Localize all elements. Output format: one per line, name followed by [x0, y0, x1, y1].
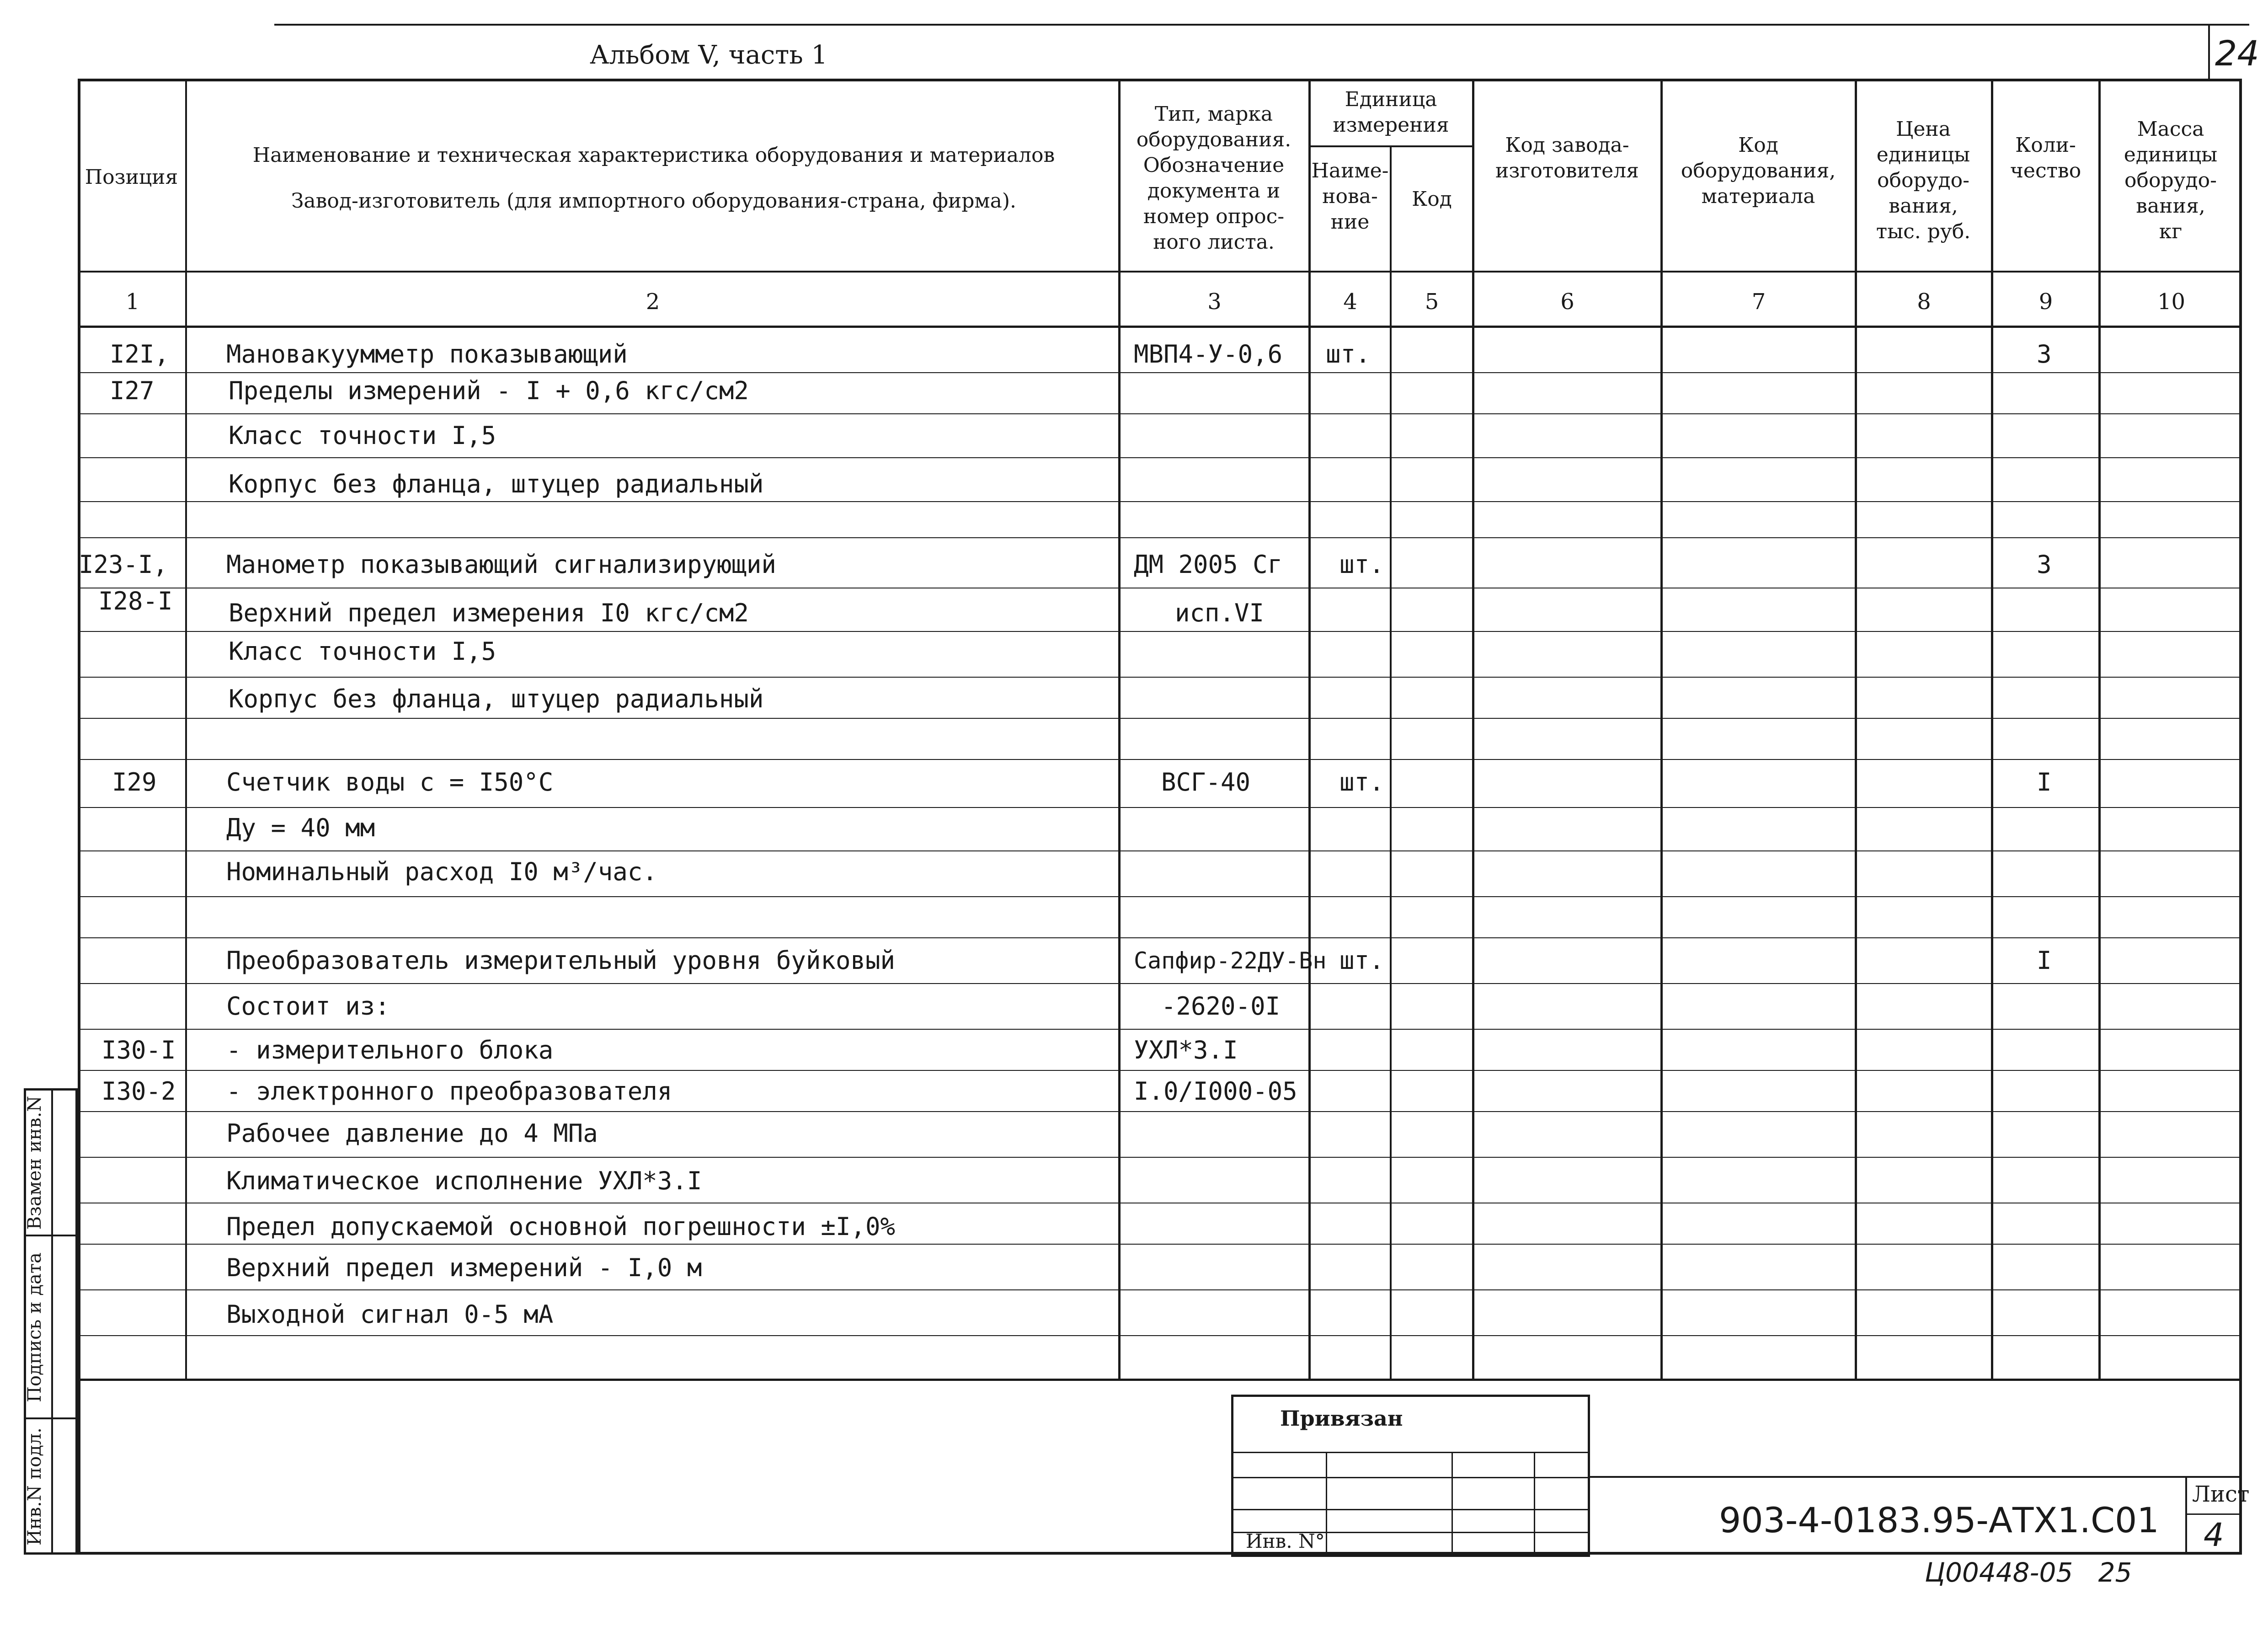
- row-qty: I: [2037, 768, 2052, 797]
- stamp-inv-no: Инв. N°: [1246, 1530, 1325, 1552]
- col-number: 9: [2039, 289, 2053, 315]
- row-unit: шт.: [1326, 340, 1371, 369]
- row-position: I27: [110, 376, 155, 405]
- row-name: Пределы измерений - I + 0,6 кгс/см2: [229, 376, 749, 405]
- document-code: 903-4-0183.95-АТХ1.С01: [1719, 1500, 2159, 1540]
- row-type: исп.VI: [1175, 599, 1265, 627]
- col-number: 3: [1207, 289, 1222, 315]
- sheet-number: 4: [2204, 1516, 2224, 1554]
- row-name: Преобразователь измерительный уровня буйковый: [226, 946, 895, 975]
- row-type: Сапфир-22ДУ-Вн: [1134, 947, 1327, 974]
- col-number: 8: [1917, 289, 1931, 315]
- row-type: -2620-0I: [1161, 992, 1281, 1021]
- side-label-inv: Инв.N подл.: [24, 1428, 45, 1545]
- row-position: I30-I: [101, 1036, 176, 1064]
- stamp-privyazan: Привязан: [1280, 1406, 1403, 1431]
- row-name: Верхний предел измерений - I,0 м: [226, 1253, 702, 1282]
- header-position: Позиция: [85, 166, 178, 189]
- row-name: Счетчик воды с = I50°С: [226, 768, 554, 797]
- header-equip-code: Код оборудования, материала: [1681, 134, 1836, 208]
- row-type: ВСГ-40: [1161, 768, 1251, 797]
- corner-page-number: 24: [2215, 33, 2259, 74]
- header-type: Тип, марка оборудования. Обозначение документа и номер опрос- ного листа.: [1136, 102, 1291, 254]
- col-number: 7: [1751, 289, 1766, 315]
- row-name: Мановакуумметр показывающий: [226, 340, 628, 369]
- row-position: I28-I: [98, 587, 173, 615]
- row-qty: I: [2037, 946, 2052, 975]
- row-unit: шт.: [1339, 946, 1384, 975]
- side-label-zamen: Взамен инв.N: [24, 1096, 45, 1230]
- row-name: Предел допускаемой основной погрешности ±I,0%: [226, 1212, 895, 1241]
- row-name: Верхний предел измерения I0 кгс/см2: [229, 599, 749, 627]
- row-type: УХЛ*3.I: [1134, 1036, 1238, 1064]
- header-unit-name: Наиме- нова- ние: [1311, 159, 1389, 234]
- row-position: I2I,: [110, 340, 170, 369]
- row-qty: 3: [2037, 340, 2052, 369]
- header-name: Наименование и техническая характеристика оборудования и материалов Завод-изготовитель (для импортного оборудования-страна, фирма).: [252, 144, 1055, 213]
- row-name: Рабочее давление до 4 МПа: [226, 1119, 598, 1148]
- row-name: Климатическое исполнение УХЛ*3.I: [226, 1166, 702, 1195]
- col-number: 4: [1343, 289, 1357, 315]
- row-position: I29: [112, 768, 157, 797]
- col-number: 6: [1560, 289, 1574, 315]
- header-qty: Коли- чество: [2010, 134, 2081, 182]
- row-name: Номинальный расход I0 м³/час.: [226, 857, 657, 886]
- header-price: Цена единицы оборудо- вания, тыс. руб.: [1876, 118, 1971, 243]
- header-unit-code: Код: [1412, 187, 1452, 211]
- row-name: - электронного преобразователя: [226, 1077, 672, 1106]
- row-name: Состоит из:: [226, 992, 390, 1021]
- col-number: 2: [646, 289, 660, 315]
- row-name: Выходной сигнал 0-5 мА: [226, 1300, 554, 1329]
- row-type: I.0/I000-05: [1134, 1077, 1297, 1106]
- row-unit: шт.: [1339, 550, 1384, 579]
- col-number: 5: [1425, 289, 1439, 315]
- header-maker-code: Код завода- изготовителя: [1495, 134, 1639, 182]
- row-name: Корпус без фланца, штуцер радиальный: [229, 684, 764, 713]
- header-unit-group: Единица измерения: [1333, 88, 1449, 137]
- row-name: Ду = 40 мм: [226, 813, 375, 842]
- album-label: Альбом V, часть 1: [590, 40, 828, 70]
- col-number: 10: [2157, 289, 2186, 315]
- row-type: ДМ 2005 Сг: [1134, 550, 1283, 579]
- side-label-podpis: Подпись и дата: [24, 1252, 45, 1402]
- row-name: Класс точности I,5: [229, 637, 496, 666]
- header-mass: Масса единицы оборудо- вания, кг: [2124, 118, 2218, 243]
- sheet-label: Лист: [2192, 1481, 2250, 1507]
- row-unit: шт.: [1339, 768, 1384, 797]
- col-number: 1: [125, 289, 140, 315]
- row-name: Корпус без фланца, штуцер радиальный: [229, 470, 764, 498]
- row-qty: 3: [2037, 550, 2052, 579]
- row-position: I23-I,: [79, 550, 168, 579]
- row-type: МВП4-У-0,6: [1134, 340, 1283, 369]
- row-name: - измерительного блока: [226, 1036, 554, 1064]
- row-name: Класс точности I,5: [229, 421, 496, 450]
- footer-note: Ц00448-05 25: [1925, 1557, 2132, 1588]
- row-position: I30-2: [101, 1077, 176, 1106]
- row-name: Манометр показывающий сигнализирующий: [226, 550, 776, 579]
